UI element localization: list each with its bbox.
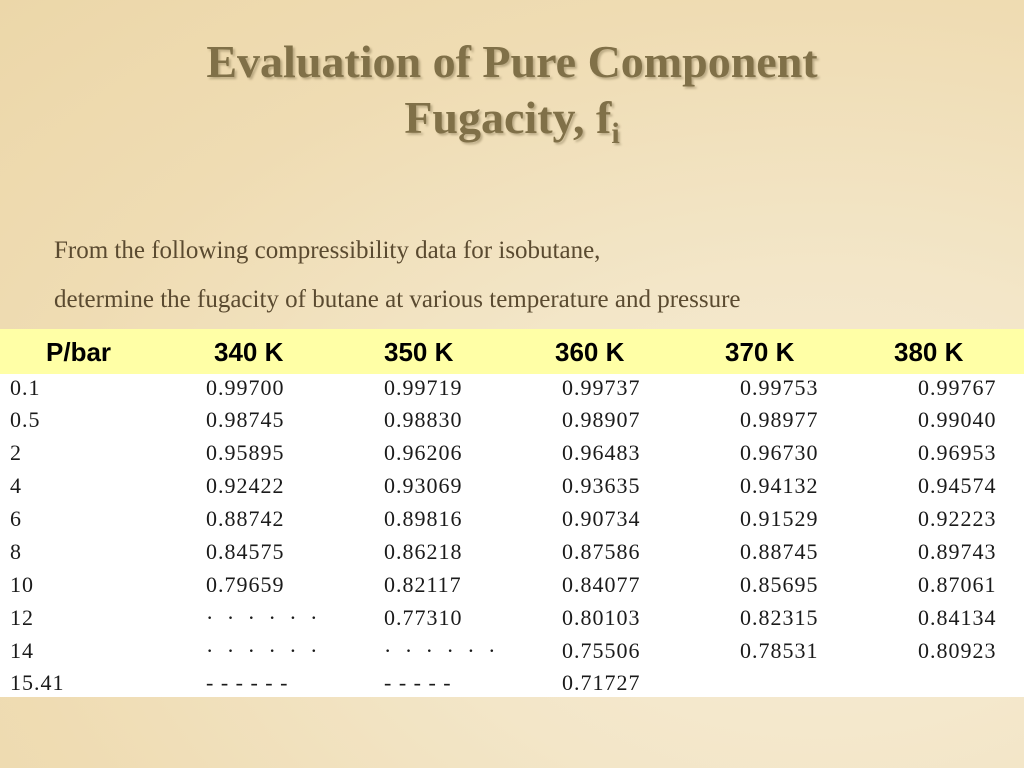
table-row: [0, 440, 1024, 472]
table-cell: 15.41: [10, 670, 65, 695]
table-cell: 2: [10, 440, 22, 465]
table-cell: 0.96483: [562, 440, 641, 465]
table-cell: - - - - - -: [206, 670, 289, 695]
table-cell: 0.78531: [740, 638, 819, 663]
table-cell: 0.84575: [206, 539, 285, 564]
intro-line-1: From the following compressibility data for isobutane,: [54, 237, 601, 264]
title-line-2: Fugacity, f: [404, 92, 612, 143]
table-cell: 0.93069: [384, 473, 463, 498]
table-cell: 0.87061: [918, 572, 997, 597]
table-row: [0, 670, 1024, 702]
table-cell: 12: [10, 605, 34, 630]
header-pressure: P/bar: [46, 337, 112, 367]
intro-text: [54, 226, 1004, 324]
title-subscript: i: [611, 117, 620, 150]
table-cell: 0.96206: [384, 440, 463, 465]
table-cell: 0.99719: [384, 375, 463, 400]
table-row: [0, 506, 1024, 538]
header-380k: 380 K: [894, 337, 964, 367]
table-row: [0, 605, 1024, 637]
table-cell: 8: [10, 539, 22, 564]
table-body: [0, 374, 1024, 697]
table-cell: 0.85695: [740, 572, 819, 597]
table-cell: 0.86218: [384, 539, 463, 564]
table-cell: · · · · · ·: [206, 638, 322, 663]
header-340k: 340 K: [214, 337, 284, 367]
table-cell: 0.98907: [562, 407, 641, 432]
table-cell: 0.77310: [384, 605, 463, 630]
table-header: [0, 329, 1024, 374]
table-cell: 0.75506: [562, 638, 641, 663]
table-cell: 0.92422: [206, 473, 285, 498]
table-row: [0, 375, 1024, 407]
table-cell: 14: [10, 638, 34, 663]
table-cell: 0.87586: [562, 539, 641, 564]
table-cell: 0.99040: [918, 407, 997, 432]
table-cell: 0.82117: [384, 572, 462, 597]
table-cell: 6: [10, 506, 22, 531]
table-cell: 0.93635: [562, 473, 641, 498]
table-cell: 0.94132: [740, 473, 819, 498]
table-cell: 0.99737: [562, 375, 641, 400]
table-cell: 0.96730: [740, 440, 819, 465]
table-cell: 0.88745: [740, 539, 819, 564]
table-cell: 0.92223: [918, 506, 997, 531]
table-cell: 0.84134: [918, 605, 997, 630]
table-row: [0, 572, 1024, 604]
table-cell: 0.99753: [740, 375, 819, 400]
table-cell: 0.89816: [384, 506, 463, 531]
table-cell: 0.91529: [740, 506, 819, 531]
table-row: [0, 539, 1024, 571]
table-cell: 0.94574: [918, 473, 997, 498]
table-row: [0, 638, 1024, 670]
table-cell: 0.84077: [562, 572, 641, 597]
table-cell: 0.95895: [206, 440, 285, 465]
table-cell: · · · · · ·: [384, 638, 500, 663]
table-cell: 0.5: [10, 407, 41, 432]
table-cell: 0.80103: [562, 605, 641, 630]
table-cell: 0.98745: [206, 407, 285, 432]
table-cell: 0.71727: [562, 670, 641, 695]
header-350k: 350 K: [384, 337, 454, 367]
table-cell: 0.96953: [918, 440, 997, 465]
table-cell: 0.80923: [918, 638, 997, 663]
table-cell: 0.98977: [740, 407, 819, 432]
table-cell: 0.88742: [206, 506, 285, 531]
table-cell: 0.98830: [384, 407, 463, 432]
table-cell: 0.90734: [562, 506, 641, 531]
table-cell: 4: [10, 473, 22, 498]
table-row: [0, 473, 1024, 505]
table-cell: · · · · · ·: [206, 605, 322, 630]
table-cell: 0.82315: [740, 605, 819, 630]
table-cell: - - - - -: [384, 670, 452, 695]
table-row: [0, 407, 1024, 439]
table-cell: 0.79659: [206, 572, 285, 597]
table-cell: 0.89743: [918, 539, 997, 564]
header-360k: 360 K: [555, 337, 625, 367]
title-line-1: Evaluation of Pure Component: [206, 36, 818, 87]
table-cell: 10: [10, 572, 34, 597]
table-cell: 0.1: [10, 375, 41, 400]
table-cell: 0.99767: [918, 375, 997, 400]
intro-line-2: determine the fugacity of butane at various temperature and pressure: [54, 286, 741, 313]
slide-title: [0, 34, 1024, 150]
table-cell: 0.99700: [206, 375, 285, 400]
header-370k: 370 K: [725, 337, 795, 367]
